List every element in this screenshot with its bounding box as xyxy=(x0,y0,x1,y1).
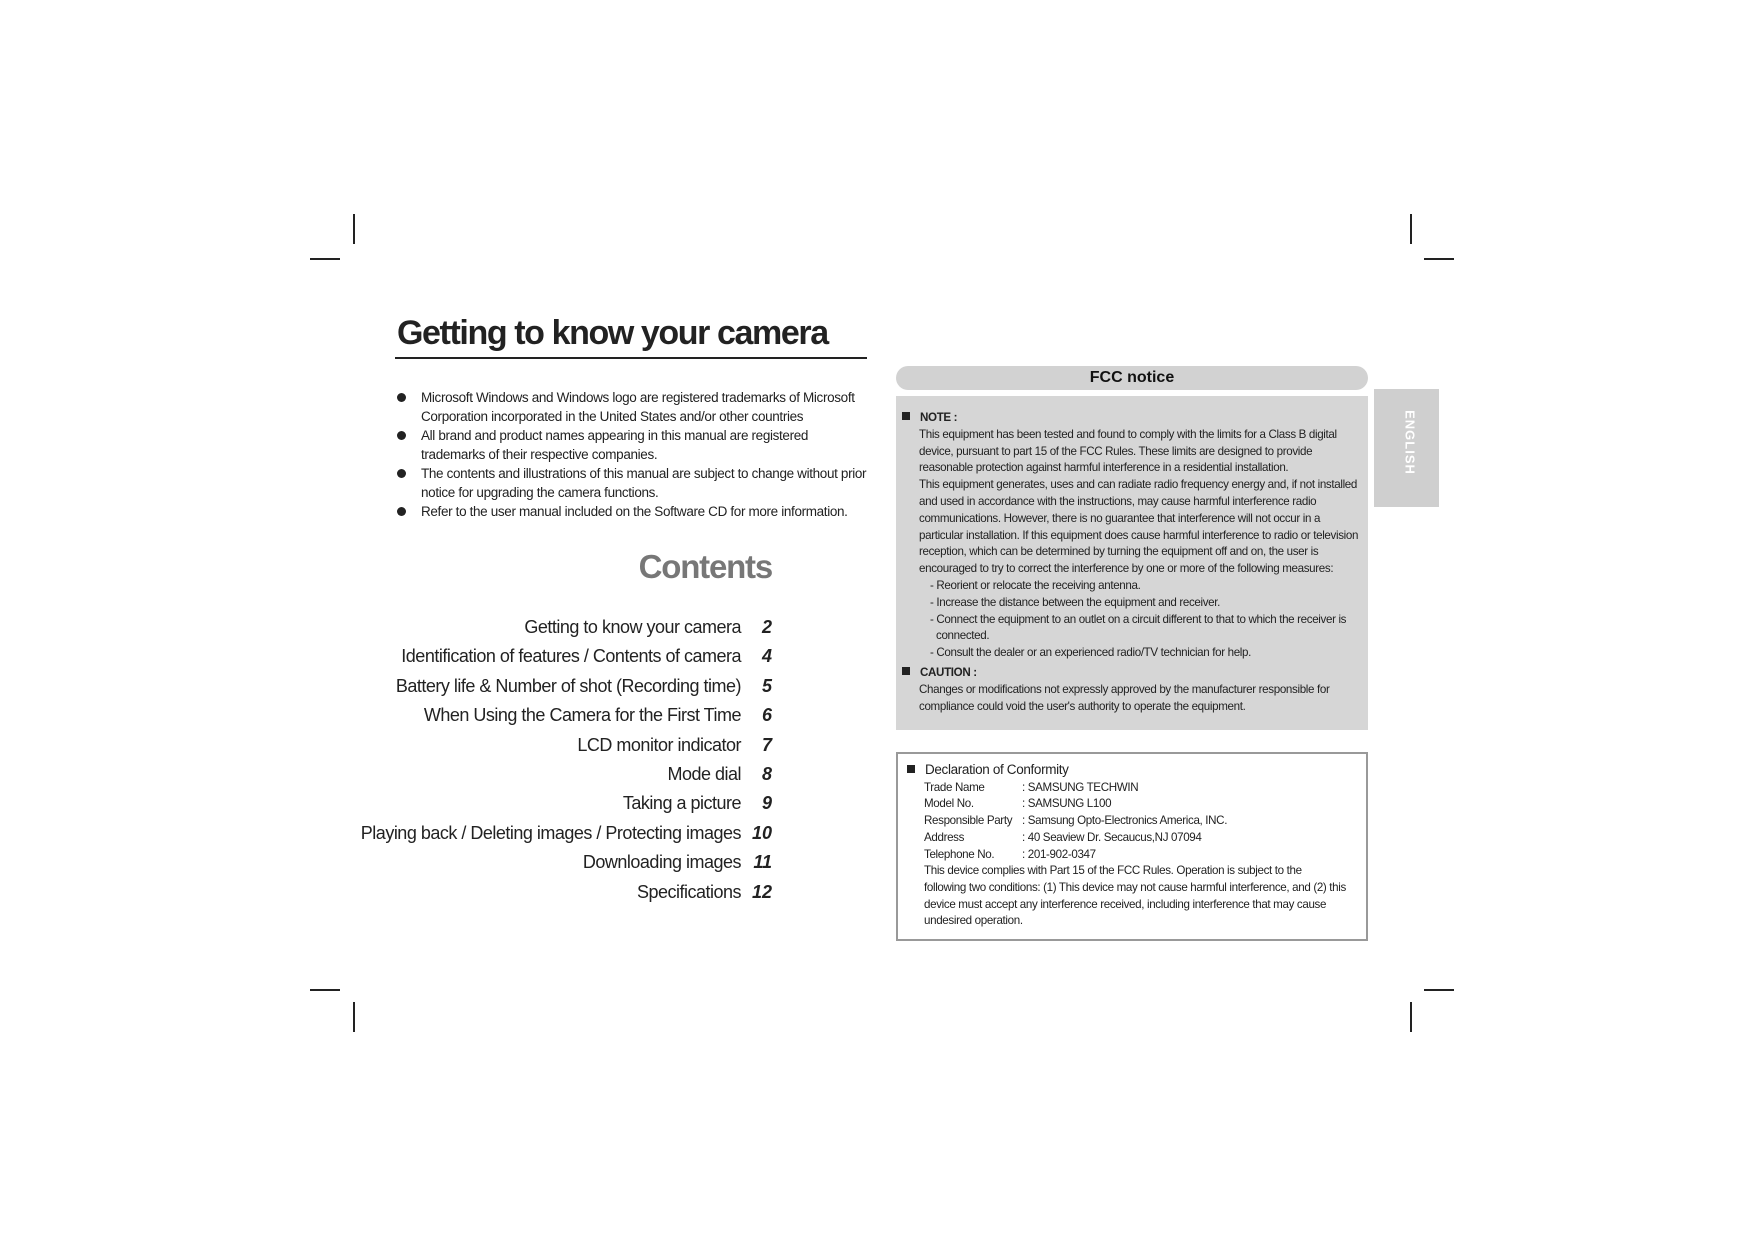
toc-page-number: 5 xyxy=(761,675,772,696)
declaration-heading xyxy=(907,762,1346,779)
declaration-row xyxy=(924,830,1346,847)
notice-bullet-list xyxy=(397,388,867,521)
crop-mark xyxy=(310,258,340,260)
field-value: : SAMSUNG TECHWIN xyxy=(1022,780,1139,794)
toc-entry[interactable] xyxy=(395,617,775,646)
declaration-body xyxy=(907,780,1346,930)
list-item: - Reorient or relocate the receiving antenna. xyxy=(930,578,1141,592)
list-item: - Connect the equipment to an outlet on a circuit different to that to which the receiver is connected. xyxy=(930,612,1347,643)
bullet-icon xyxy=(397,393,406,402)
note-paragraph: This equipment generates, uses and can radiate radio frequency energy and, if not installed and used in accordance with the instructions, may cause harmful interference radio communications. However, there is no guarantee that interference will not occur in a particular installation. If this equipment does cause harmful interference to radio or television reception, which can be determined by turning the equipment off and on, the user is encouraged to try to correct the interference by one or more of the following measures: xyxy=(919,478,1359,576)
fcc-notice-heading: FCC notice xyxy=(896,366,1368,390)
field-label: Model No. xyxy=(924,797,974,811)
toc-entry-label: Specifications xyxy=(636,881,741,902)
compliance-statement: This device complies with Part 15 of the FCC Rules. Operation is subject to the following two conditions: (1) This device may not cause harmful interference, and (2) this device must accept any interference received, including interference that may cause undesired operation. xyxy=(924,864,1346,928)
list-item-text: The contents and illustrations of this manual are subject to change without prior notice for upgrading the camera functions. xyxy=(421,466,867,500)
field-label: Trade Name xyxy=(924,780,985,794)
toc-page-number: 12 xyxy=(751,881,772,902)
toc-entry-label: When Using the Camera for the First Time xyxy=(423,705,741,726)
list-item xyxy=(397,502,867,521)
toc-entry-label: Battery life & Number of shot (Recording time) xyxy=(395,675,741,696)
language-tab-label: ENGLISH xyxy=(1402,410,1418,475)
list-item-text: Refer to the user manual included on the Software CD for more information. xyxy=(421,504,848,519)
toc-page-number: 9 xyxy=(761,793,772,814)
list-item xyxy=(397,426,867,464)
list-item: - Consult the dealer or an experienced radio/TV technician for help. xyxy=(930,646,1251,660)
toc-entry[interactable] xyxy=(395,705,775,734)
toc-entry[interactable] xyxy=(395,852,775,881)
toc-page-number: 2 xyxy=(761,617,772,637)
toc-entry-label: Mode dial xyxy=(667,763,741,784)
toc-entry[interactable] xyxy=(395,764,775,793)
toc-entry[interactable] xyxy=(395,882,775,911)
bullet-icon xyxy=(397,469,406,478)
title-underline xyxy=(395,357,867,359)
toc-entry-label: Getting to know your camera xyxy=(524,617,741,637)
crop-mark xyxy=(1410,214,1412,244)
declaration-row xyxy=(924,796,1346,813)
table-of-contents xyxy=(360,617,775,911)
field-label: Address xyxy=(924,830,965,844)
note-heading xyxy=(902,410,1364,427)
measures-list xyxy=(902,578,1364,662)
crop-mark xyxy=(353,1002,355,1032)
square-bullet-icon xyxy=(907,765,915,773)
caution-paragraph: Changes or modifications not expressly approved by the manufacturer responsible for compliance could void the user's authority to operate the equipment. xyxy=(919,682,1330,713)
declaration-title: Declaration of Conformity xyxy=(925,762,1069,777)
toc-entry-label: Taking a picture xyxy=(622,793,741,814)
toc-page-number: 6 xyxy=(761,705,772,726)
crop-mark xyxy=(1410,1002,1412,1032)
toc-entry-label: Playing back / Deleting images / Protecting images xyxy=(360,822,741,843)
field-value: : Samsung Opto-Electronics America, INC. xyxy=(1022,814,1228,828)
toc-entry-label: Identification of features / Contents of camera xyxy=(401,646,741,667)
crop-mark xyxy=(310,989,340,991)
bullet-icon xyxy=(397,507,406,516)
field-label: Telephone No. xyxy=(924,847,995,861)
list-item xyxy=(397,388,867,426)
toc-entry[interactable] xyxy=(395,676,775,705)
toc-entry[interactable] xyxy=(395,646,775,675)
list-item-text: All brand and product names appearing in this manual are registered trademarks of their respective companies. xyxy=(421,428,809,462)
declaration-row xyxy=(924,813,1346,830)
square-bullet-icon xyxy=(902,667,910,675)
bullet-icon xyxy=(397,431,406,440)
toc-page-number: 8 xyxy=(761,763,772,784)
declaration-row xyxy=(924,847,1346,864)
crop-mark xyxy=(1424,989,1454,991)
caution-label: CAUTION : xyxy=(920,665,977,679)
declaration-of-conformity-box xyxy=(896,752,1368,941)
list-item xyxy=(397,464,867,502)
field-label: Responsible Party xyxy=(924,814,1013,828)
contents-heading: Contents xyxy=(638,548,772,585)
note-paragraph: This equipment has been tested and found to comply with the limits for a Class B digital device, pursuant to part 15 of the FCC Rules. These limits are designed to provide reasonable protection against harmful interference in a residential installation. xyxy=(919,427,1337,475)
field-value: : 201-902-0347 xyxy=(1022,847,1096,861)
list-item-text: Microsoft Windows and Windows logo are registered trademarks of Microsoft Corporation incorporated in the United States and/or other countries xyxy=(421,390,855,424)
note-label: NOTE : xyxy=(920,411,958,424)
toc-page-number: 11 xyxy=(753,852,772,873)
square-bullet-icon xyxy=(902,412,910,420)
toc-entry-label: LCD monitor indicator xyxy=(577,734,741,755)
list-item: - Increase the distance between the equipment and receiver. xyxy=(930,595,1220,609)
toc-entry[interactable] xyxy=(395,793,775,822)
caution-heading xyxy=(902,665,1364,682)
toc-page-number: 4 xyxy=(761,646,772,667)
field-value: : SAMSUNG L100 xyxy=(1022,797,1112,811)
crop-mark xyxy=(353,214,355,244)
toc-page-number: 10 xyxy=(751,822,772,843)
declaration-row xyxy=(924,780,1346,797)
page-title: Getting to know your camera xyxy=(397,314,828,352)
fcc-notice-panel xyxy=(896,396,1368,730)
language-side-tab xyxy=(1374,389,1439,507)
crop-mark xyxy=(1424,258,1454,260)
toc-entry-label: Downloading images xyxy=(582,852,741,873)
toc-page-number: 7 xyxy=(761,734,772,755)
field-value: : 40 Seaview Dr. Secaucus,NJ 07094 xyxy=(1022,830,1202,844)
toc-entry[interactable] xyxy=(360,822,775,852)
toc-entry[interactable] xyxy=(395,735,775,764)
